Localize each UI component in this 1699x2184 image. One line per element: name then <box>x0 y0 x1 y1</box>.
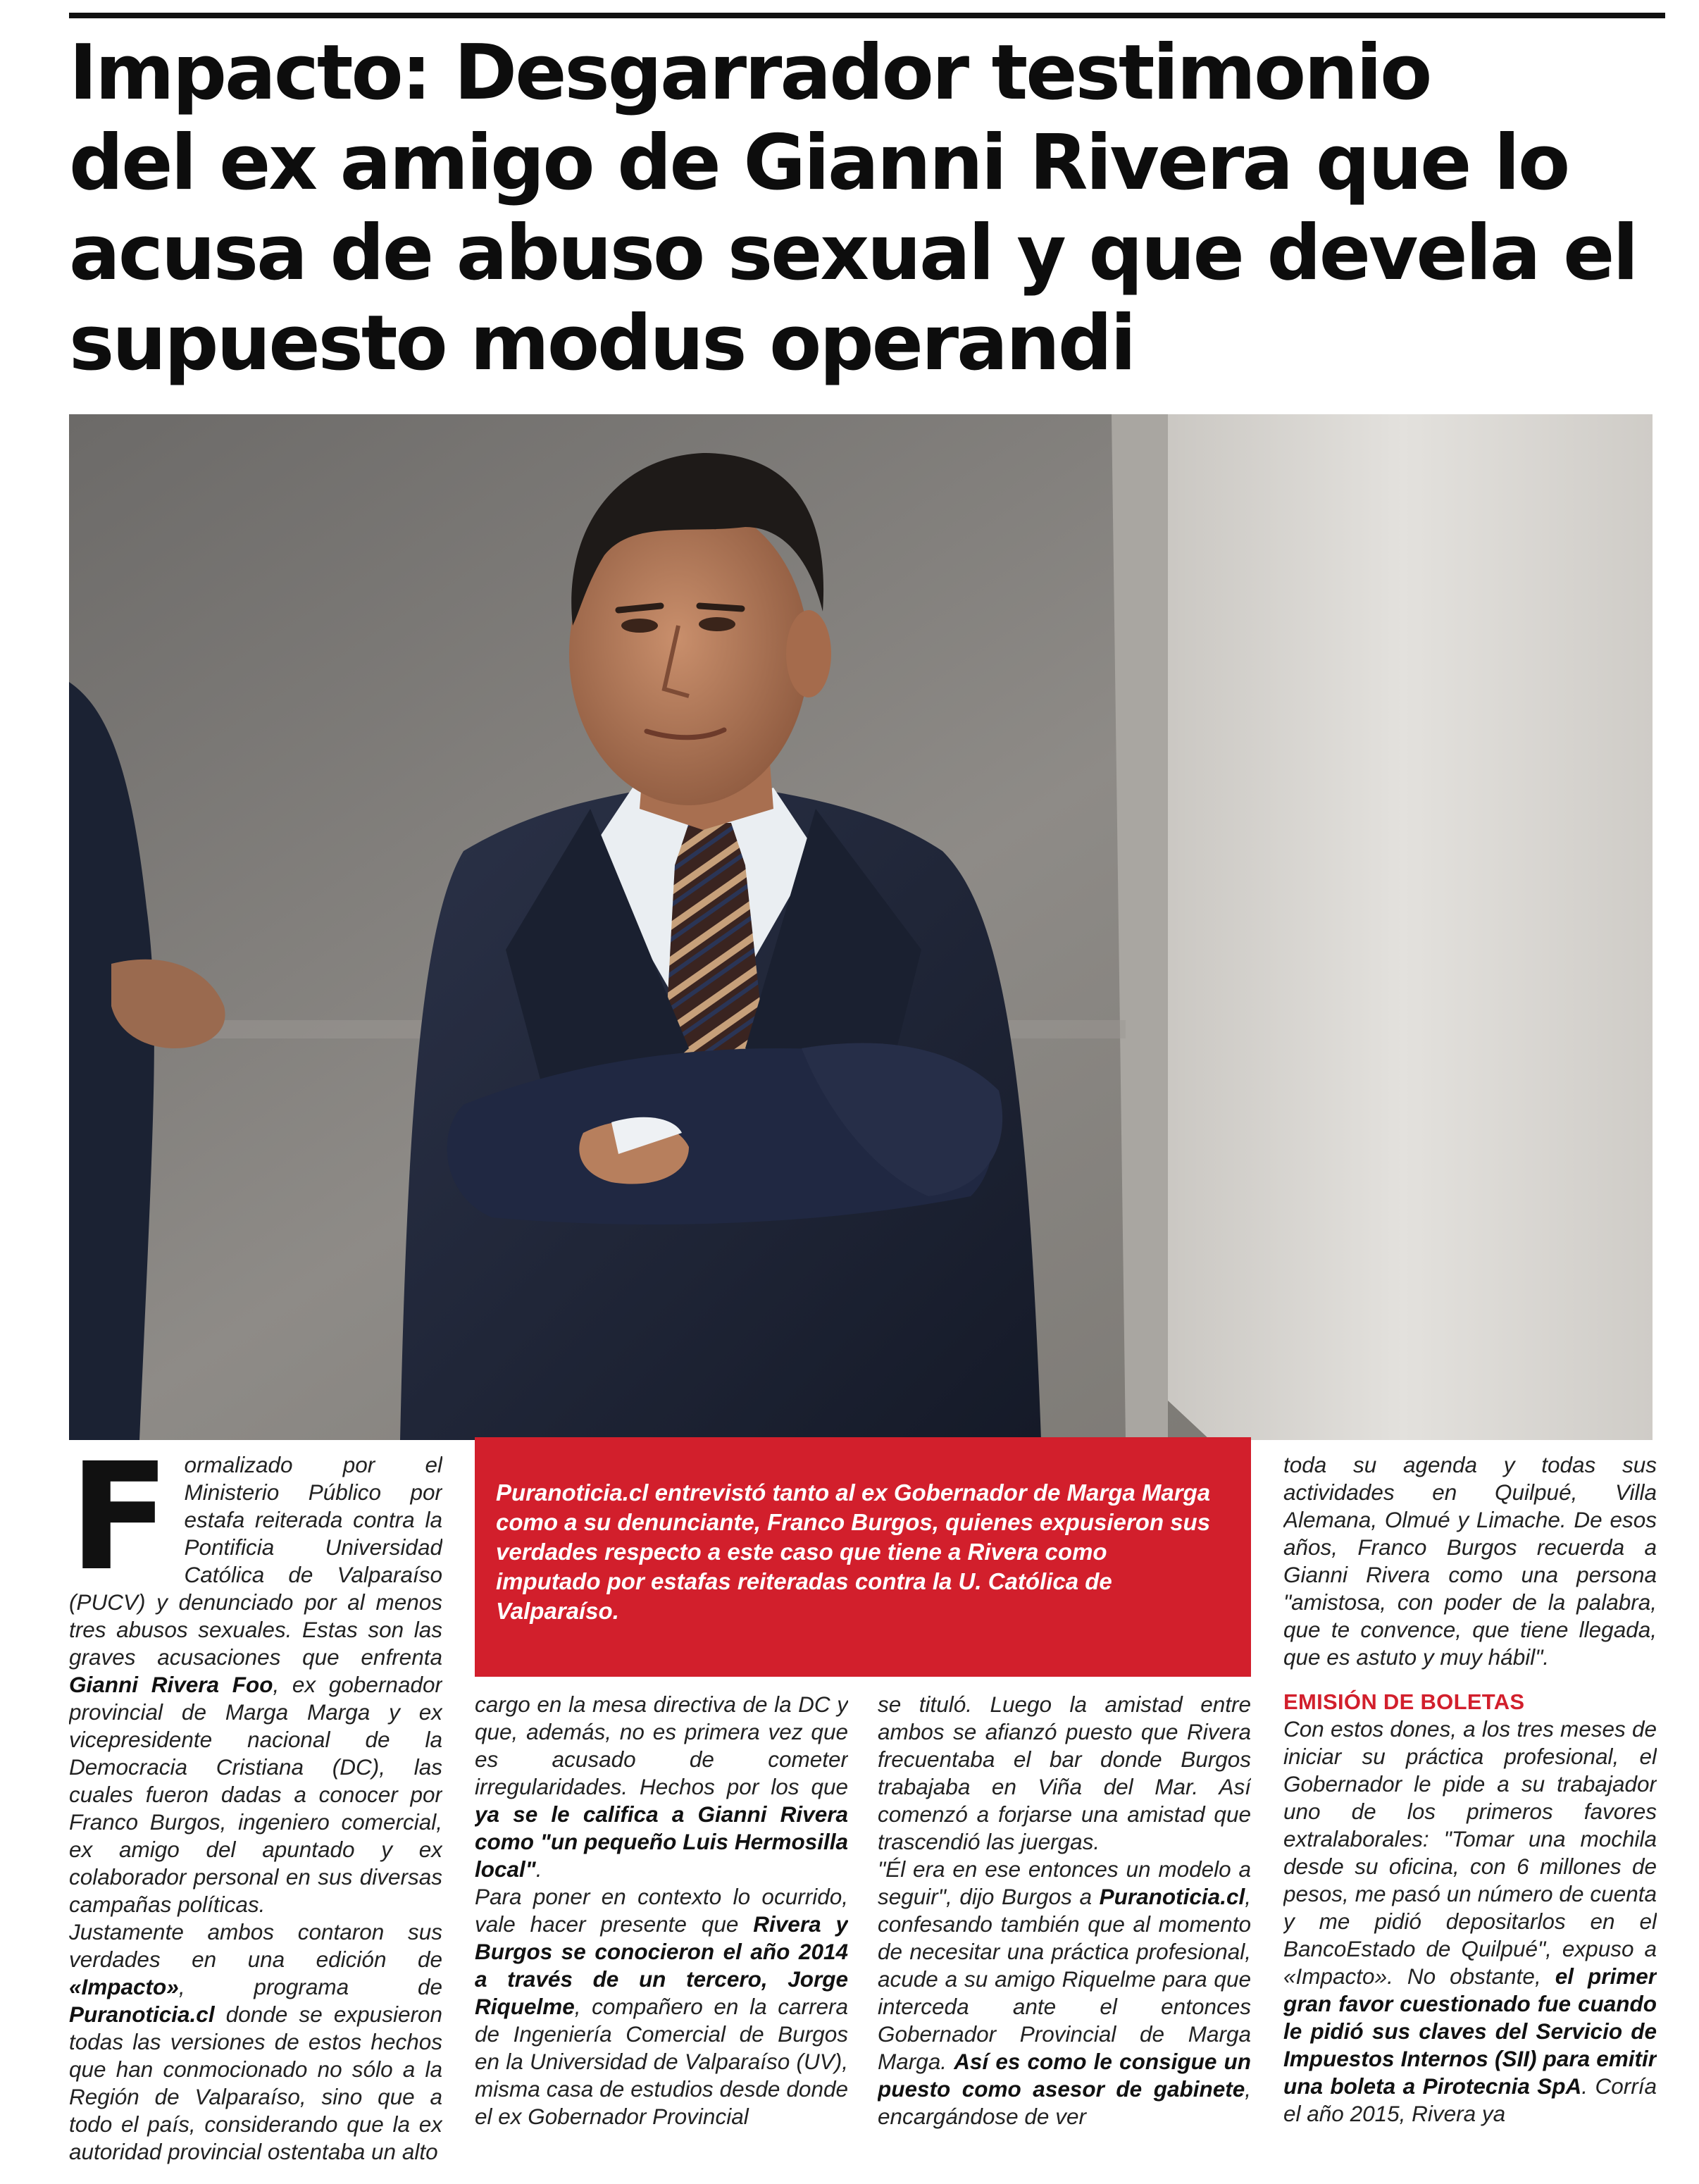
text-run: , confesando también que al momento de necesitar una práctica profesional, acude a su amigo Riquelme para que interceda ante el entonces Gobernador Provincial de Marga Marga. <box>878 1884 1251 2074</box>
paragraph <box>69 1918 442 2166</box>
paragraph <box>1283 1715 1657 2128</box>
text-run: ormalizado por el Ministerio Público por estafa reiterada contra la Pontificia Universidad Católica de Valparaíso (PUCV) y denunciado por al menos tres abusos sexuales. Estas son las graves acusaciones que enfrenta <box>69 1452 442 1670</box>
paragraph <box>475 1883 848 2130</box>
text-run: Para poner en contexto lo ocurrido, vale hacer presente que <box>475 1884 848 1937</box>
pull-quote-box <box>475 1437 1251 1677</box>
headline-line-3: acusa de abuso sexual y que devela el <box>69 209 1637 297</box>
dropcap: F <box>69 1451 170 1603</box>
text-run: "Él era en ese entonces un modelo a seguir", dijo Burgos a <box>878 1856 1251 1909</box>
text-run-bold: Puranoticia.cl <box>1099 1884 1245 1909</box>
paragraph <box>1283 1451 1657 1671</box>
text-run: cargo en la mesa directiva de la DC y que, además, no es primera vez que es acusado de cometer irregularidades. Hechos por los que <box>475 1692 848 1799</box>
text-run: , programa de <box>178 1974 442 1999</box>
body-column-3 <box>878 1691 1251 2170</box>
text-run-bold: Puranoticia.cl <box>69 2002 215 2027</box>
text-run-bold: ya se le califica a Gianni Rivera como "un pequeño Luis Hermosilla local" <box>475 1801 848 1882</box>
pull-quote-text: Puranoticia.cl entrevistó tanto al ex Gobernador de Marga Marga como a su denunciante, Franco Burgos, quienes expusieron sus verdades respecto a este caso que tiene a Rivera como imputado por estafas reiteradas contra la U. Católica de Valparaíso. <box>496 1479 1211 1624</box>
paragraph <box>878 1691 1251 1856</box>
text-run: Con estos dones, a los tres meses de iniciar su práctica profesional, el Gobernador le pide a su trabajador uno de los primeros favores extralaborales: "Tomar una mochila desde su oficina, con 6 millones de pesos, me pasó un número de cuenta y me pidió depositarlos en el BancoEstado de Quilpué", expuso a «Impacto». No obstante, <box>1283 1716 1657 1989</box>
text-run-bold: el primer gran favor cuestionado fue cuando le pidió sus claves del Servicio de Impuestos Internos (SII) para emitir una boleta a Pirotecnia SpA <box>1283 1963 1657 2099</box>
text-run: , compañero en la carrera de Ingeniería Comercial de Burgos en la Universidad de Valparaíso (UV), misma casa de estudios desde donde el ex Gobernador Provincial <box>475 1994 848 2129</box>
headline-line-1: Impacto: Desgarrador testimonio <box>69 29 1431 117</box>
top-rule <box>69 13 1665 18</box>
paragraph <box>475 1691 848 1883</box>
text-run: toda su agenda y todas sus actividades en Quilpué, Villa Alemana, Olmué y Limache. De esos años, Franco Burgos recuerda a Gianni Rivera como una persona "amistosa, con poder de la palabra, que te convence, que tiene llegada, que es astuto y muy hábil". <box>1283 1452 1657 1670</box>
main-photo <box>69 414 1653 1440</box>
paragraph <box>69 1451 442 1918</box>
paragraph <box>878 1856 1251 2130</box>
text-run: , ex gobernador provincial de Marga Marga y ex vicepresidente nacional de la Democracia Cristiana (DC), las cuales fueron dadas a conocer por Franco Burgos, ingeniero comercial, ex amigo del apuntado y ex colaborador personal en sus diversas campañas políticas. <box>69 1672 442 1917</box>
text-run: se tituló. Luego la amistad entre ambos se afianzó puesto que Rivera frecuentaba el bar donde Burgos trabajaba en Viña del Mar. Así comenzó a forjarse una amistad que trascendió las juergas. <box>878 1692 1251 1854</box>
text-run-bold: Así es como le consigue un puesto como asesor de gabinete <box>878 2049 1251 2102</box>
section-subheading: EMISIÓN DE BOLETAS <box>1283 1689 1525 1714</box>
text-run-bold: Rivera y Burgos se conocieron el año 2014 a través de un tercero, Jorge Riquelme <box>475 1911 848 2019</box>
text-run: . Corría el año 2015, Rivera ya <box>1283 2073 1657 2126</box>
headline-line-4: supuesto modus operandi <box>69 299 1135 387</box>
text-run: , encargándose de ver <box>878 2076 1251 2129</box>
text-run: Justamente ambos contaron sus verdades en una edición de <box>69 1919 442 1972</box>
body-column-4 <box>1283 1451 1657 2170</box>
text-run: donde se expusieron todas las versiones de estos hechos que han conmocionado no sólo a la Región de Valparaíso, sino que a todo el país, considerando que la ex autoridad provincial ostentaba un alto <box>69 2002 442 2164</box>
headline <box>69 28 1665 389</box>
body-column-2 <box>475 1691 848 2170</box>
text-run-bold: Gianni Rivera Foo <box>69 1672 273 1697</box>
text-run: . <box>535 1856 542 1882</box>
headline-line-2: del ex amigo de Gianni Rivera que lo <box>69 119 1569 207</box>
text-run-bold: «Impacto» <box>69 1974 179 1999</box>
body-column-1 <box>69 1451 442 2170</box>
